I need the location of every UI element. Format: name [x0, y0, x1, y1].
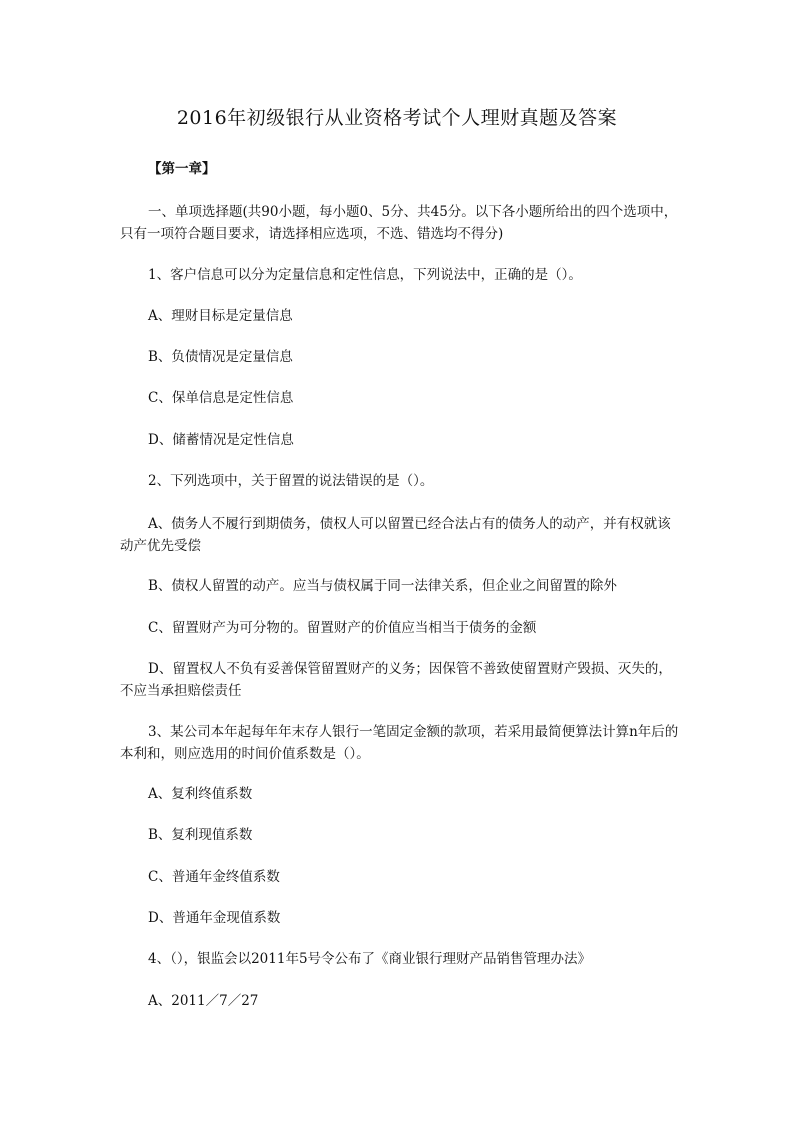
question-3-option-c: C、普通年金终值系数: [148, 869, 280, 885]
question-1-option-d: D、储蓄情况是定性信息: [148, 432, 294, 448]
question-4-stem: 4、（），银监会以2011年5号令公布了《商业银行理财产品销售管理办法》: [148, 951, 592, 967]
question-2-option-d: D、留置权人不负有妥善保管留置财产的义务；因保管不善致使留置财产毁损、灭失的，不应当承担赔偿责任: [120, 661, 672, 699]
question-2-option-c: C、留置财产为可分物的。留置财产的价值应当相当于债务的金额: [148, 620, 537, 636]
question-1-option-a: A、理财目标是定量信息: [148, 308, 293, 324]
section-intro: 一、单项选择题(共90小题，每小题0、5分、共45分。以下各小题所给出的四个选项中，只有一项符合题目要求，请选择相应选项，不选、错选均不得分): [120, 204, 678, 242]
question-4-option-a: A、2011／7／27: [148, 993, 259, 1009]
question-3-option-b: B、复利现值系数: [148, 827, 253, 843]
chapter-heading: 【第一章】: [148, 161, 216, 177]
question-2-option-b: B、债权人留置的动产。应当与债权属于同一法律关系，但企业之间留置的除外: [148, 578, 617, 594]
question-2-option-a: A、债务人不履行到期债务，债权人可以留置已经合法占有的债务人的动产，并有权就该动产优先受偿: [120, 516, 671, 554]
document-title: 2016年初级银行从业资格考试个人理财真题及答案: [176, 107, 618, 129]
question-2-stem: 2、下列选项中，关于留置的说法错误的是（）。: [148, 473, 434, 489]
question-3-option-a: A、复利终值系数: [148, 786, 253, 802]
question-3-stem: 3、某公司本年起每年年末存人银行一笔固定金额的款项，若采用最简便算法计算n年后的本利和，则应选用的时间价值系数是（）。: [120, 724, 679, 762]
question-1-option-c: C、保单信息是定性信息: [148, 390, 294, 406]
question-3-option-d: D、普通年金现值系数: [148, 910, 281, 926]
question-1-option-b: B、负债情况是定量信息: [148, 349, 293, 365]
question-1-stem: 1、客户信息可以分为定量信息和定性信息，下列说法中，正确的是（）。: [148, 267, 582, 283]
